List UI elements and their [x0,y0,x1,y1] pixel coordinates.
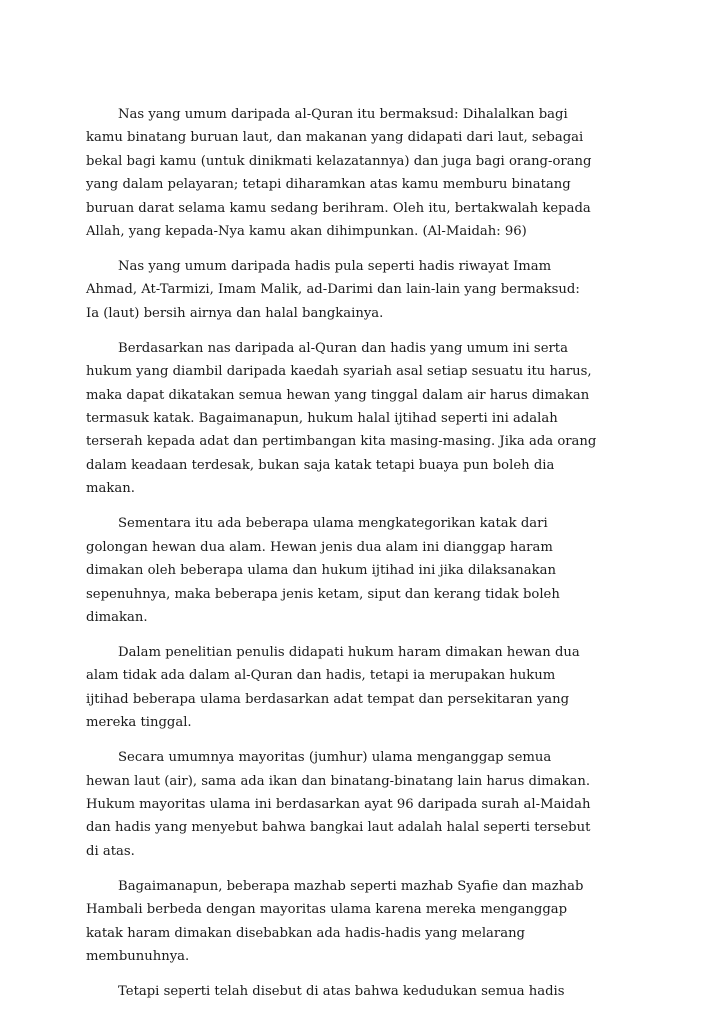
text-line: buruan darat selama kamu sedang berihram. Oleh itu, bertakwalah kepada [86,200,591,216]
text-line: makan. [86,481,135,497]
text-line: Dalam penelitian penulis didapati hukum haram dimakan hewan dua [118,644,580,660]
text-line: membunuhnya. [86,948,190,964]
text-line: Bagaimanapun, beberapa mazhab seperti mazhab Syafie dan mazhab [118,878,584,894]
document-body [86,103,597,1015]
text-line: alam tidak ada dalam al-Quran dan hadis, tetapi ia merupakan hukum [86,668,556,684]
text-line: Ia (laut) bersih airnya dan halal bangkainya. [86,305,384,321]
text-line: Nas yang umum daripada al-Quran itu bermaksud: Dihalalkan bagi [118,107,568,122]
text-line: golongan hewan dua alam. Hewan jenis dua alam ini dianggap haram [86,539,553,555]
text-line: Ahmad, At-Tarmizi, Imam Malik, ad-Darimi dan lain-lain yang bermaksud: [86,282,580,298]
text-line: Berdasarkan nas daripada al-Quran dan hadis yang umum ini serta [118,340,568,356]
text-line: Hambali berbeda dengan mayoritas ulama karena mereka menganggap [86,902,568,918]
text-line: Allah, yang kepada-Nya kamu akan dihimpunkan. (Al-Maidah: 96) [86,224,527,240]
paragraph [86,746,591,863]
text-line: di atas. [86,843,135,859]
text-line: Sementara itu ada beberapa ulama mengkategorikan katak dari [118,516,548,532]
text-line: termasuk katak. Bagaimanapun, hukum halal ijtihad seperti ini adalah [86,411,558,427]
paragraph [86,512,586,629]
text-line: maka dapat dikatakan semua hewan yang tinggal dalam air harus dimakan [86,387,590,403]
text-line: mereka tinggal. [86,715,192,731]
text-line: katak haram dimakan disebabkan ada hadis-hadis yang melarang [86,925,525,941]
text-line: dimakan. [86,609,148,625]
paragraph [86,875,586,969]
paragraph [86,337,597,501]
text-line: sepenuhnya, maka beberapa jenis ketam, siput dan kerang tidak boleh [86,586,560,602]
text-line: yang dalam pelayaran; tetapi diharamkan atas kamu memburu binatang [86,177,571,193]
paragraph [86,103,592,243]
paragraph [86,641,586,735]
text-line: dimakan oleh beberapa ulama dan hukum ijtihad ini jika dilaksanakan [86,563,557,579]
text-line: hukum yang diambil daripada kaedah syariah asal setiap sesuatu itu harus, [86,364,592,380]
text-line: terserah kepada adat dan pertimbangan kita masing-masing. Jika ada orang [86,434,597,450]
paragraph [86,255,586,325]
text-line: Tetapi seperti telah disebut di atas bahwa kedudukan semua hadis [118,983,565,999]
text-line: dalam keadaan terdesak, bukan saja katak tetapi buaya pun boleh dia [86,457,555,473]
text-line: Hukum mayoritas ulama ini berdasarkan ayat 96 daripada surah al-Maidah [86,796,591,812]
paragraph [86,980,586,1003]
text-line: dan hadis yang menyebut bahwa bangkai laut adalah halal seperti tersebut [86,820,591,836]
text-line: bekal bagi kamu (untuk dinikmati kelazatannya) dan juga bagi orang-orang [86,153,592,169]
text-line: hewan laut (air), sama ada ikan dan binatang-binatang lain harus dimakan. [86,773,591,789]
text-line: kamu binatang buruan laut, dan makanan yang didapati dari laut, sebagai [86,130,584,146]
text-line: ijtihad beberapa ulama berdasarkan adat tempat dan persekitaran yang [86,691,570,707]
text-line: Secara umumnya mayoritas (jumhur) ulama menganggap semua [118,750,552,766]
text-line: Nas yang umum daripada hadis pula seperti hadis riwayat Imam [118,259,552,275]
